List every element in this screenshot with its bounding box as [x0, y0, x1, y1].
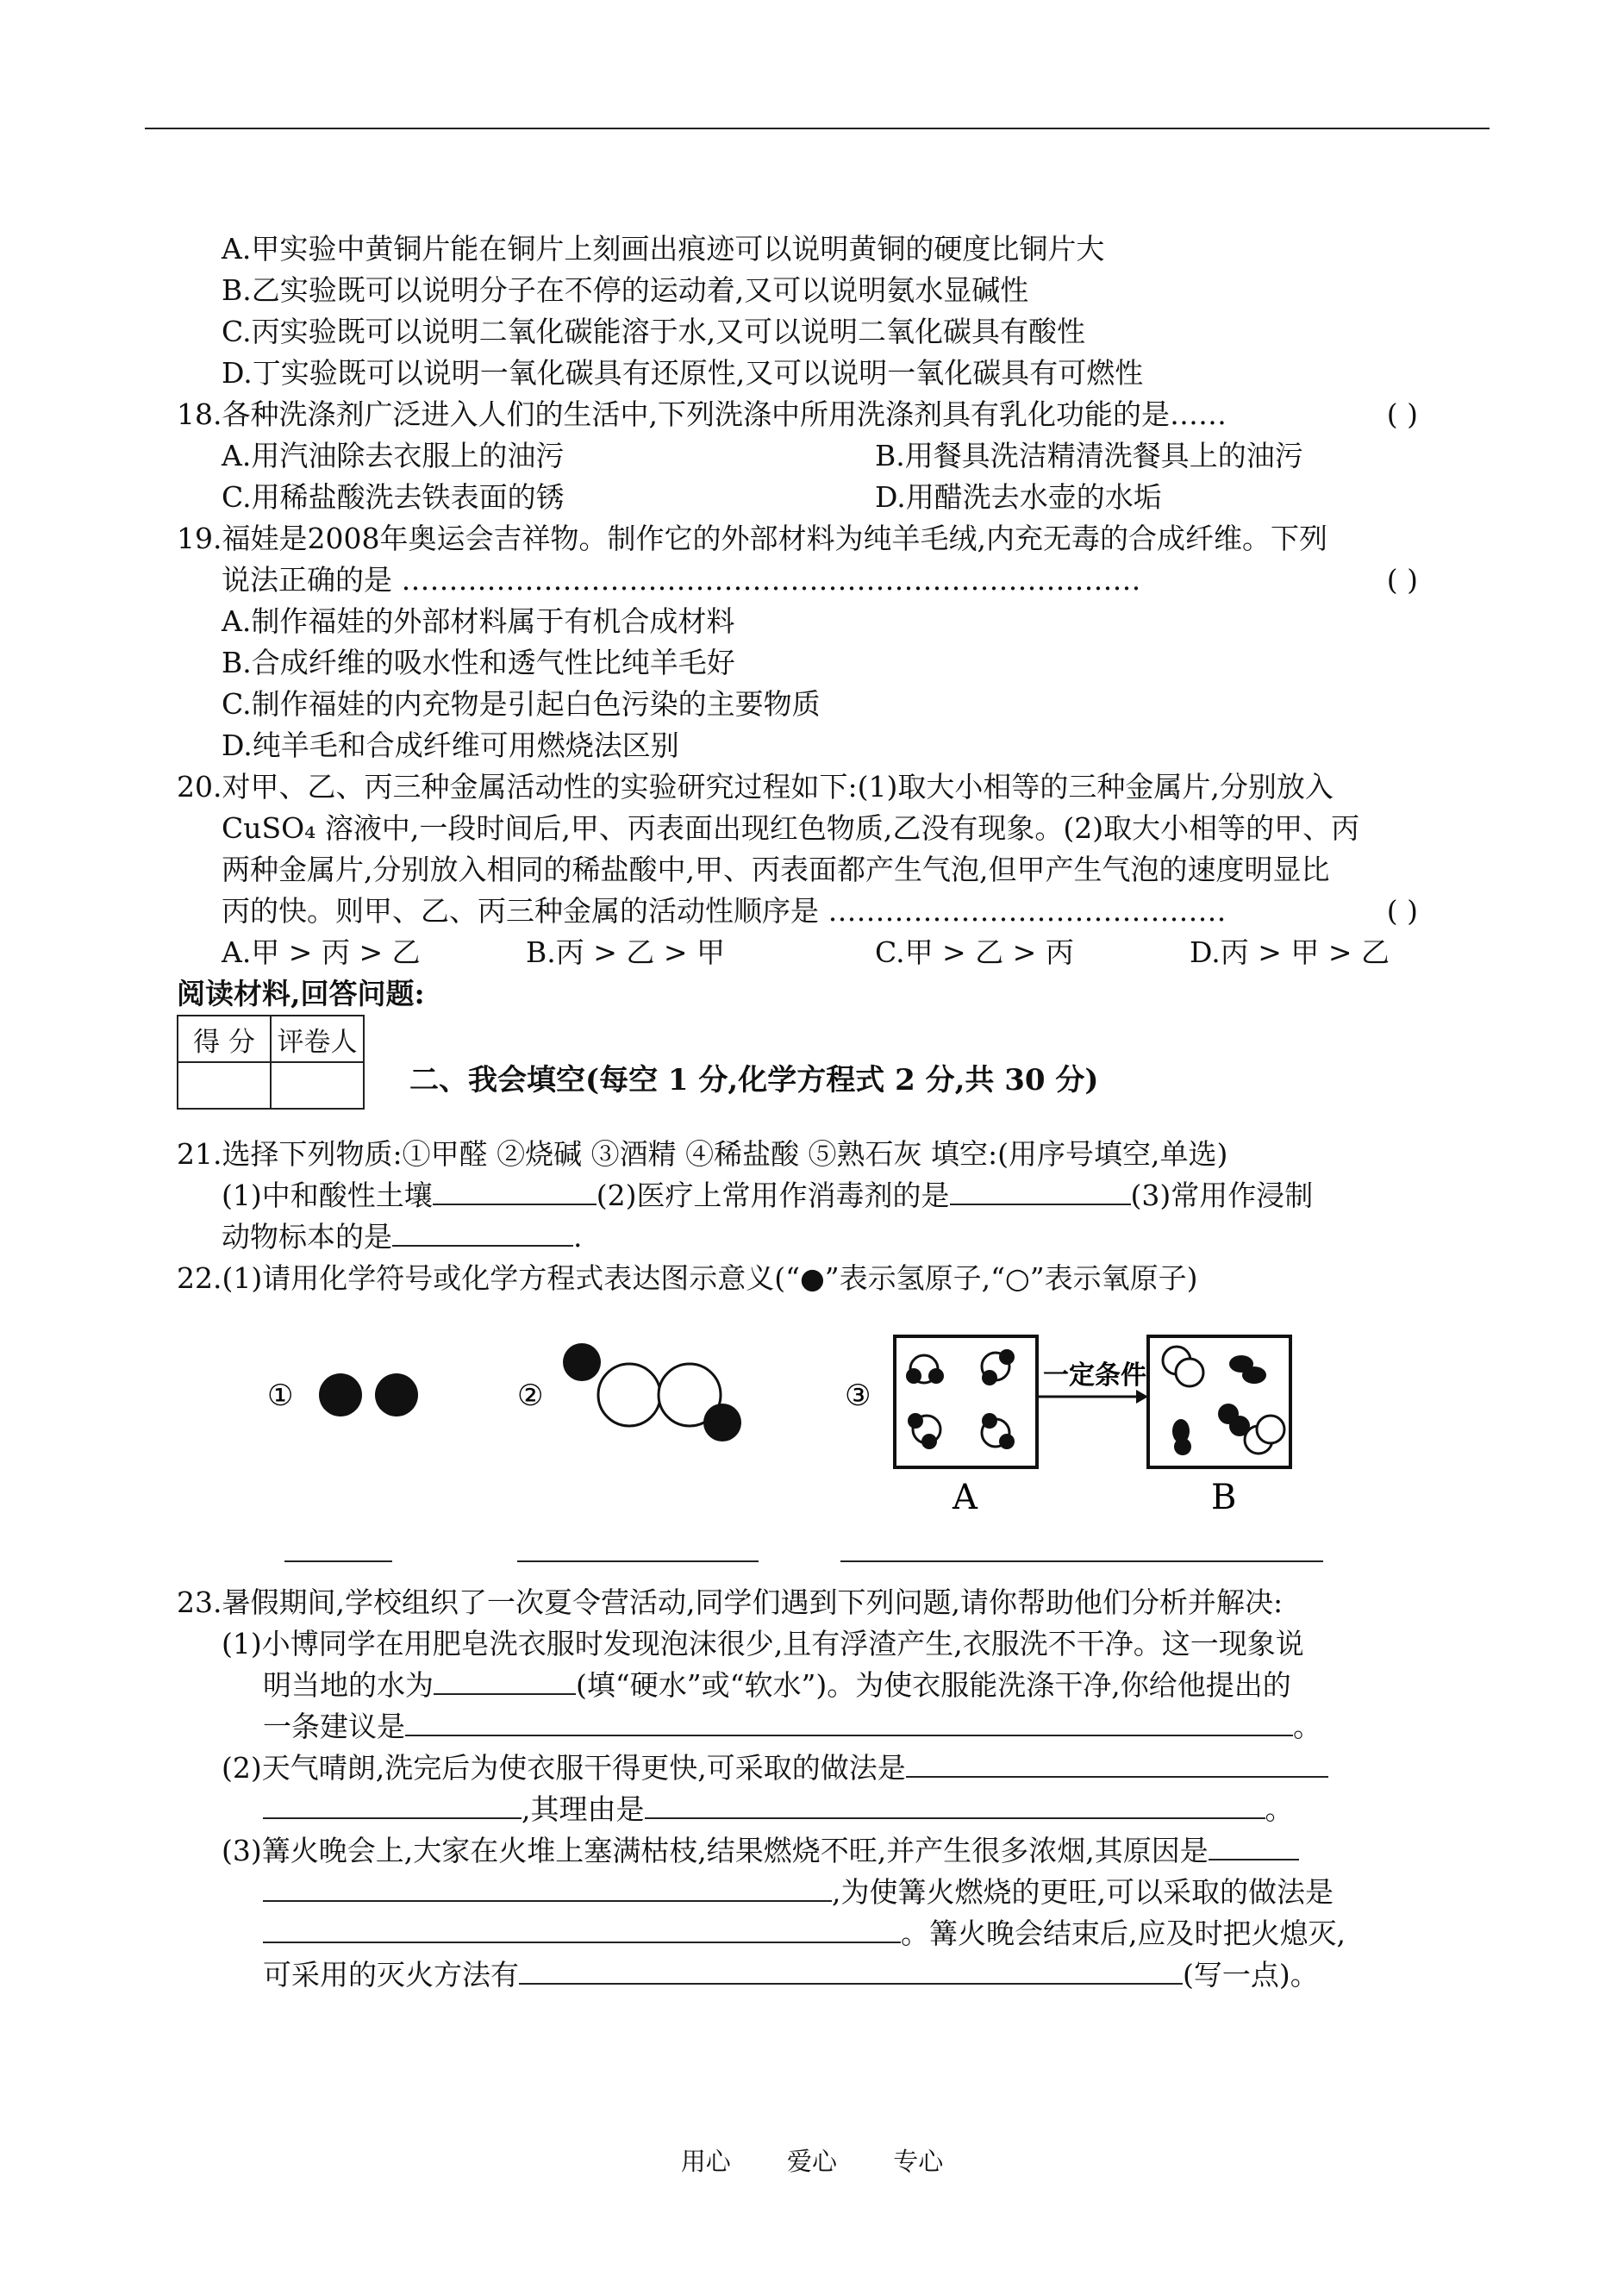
q23-p2-line1: (2)天气晴朗,洗完后为使衣服干得更快,可采取的做法是 [177, 1748, 1418, 1789]
hydrogen-atom [703, 1404, 741, 1441]
box-b-label: B [1211, 1478, 1237, 1517]
box-a-label: A [953, 1478, 978, 1517]
q23-block [177, 1582, 1418, 1996]
grader-header: 评卷人 [271, 1016, 364, 1062]
q20-stem-4: 丙的快。则甲、乙、丙三种金属的活动性顺序是 …………………………………… ( ) [177, 891, 1418, 932]
answer-blank[interactable] [434, 1667, 576, 1695]
answer-blank[interactable] [645, 1792, 1265, 1819]
q18-option-c: C.用稀盐酸洗去铁表面的锈 [222, 480, 565, 514]
fig2-label: ② [517, 1379, 544, 1413]
q23-p3-line1: (3)篝火晚会上,大家在火堆上塞满枯枝,结果燃烧不旺,并产生很多浓烟,其原因是 [177, 1830, 1418, 1872]
q21-line2: 动物标本的是 . [222, 1220, 583, 1254]
answer-blank[interactable] [1209, 1833, 1299, 1860]
q20-stem-3: 两种金属片,分别放入相同的稀盐酸中,甲、丙表面都产生气泡,但甲产生气泡的速度明显比 [222, 853, 1330, 886]
answer-blank[interactable] [405, 1709, 1293, 1736]
q17-option-c: C.丙实验既可以说明二氧化碳能溶于水,又可以说明二氧化碳具有酸性 [222, 315, 1086, 348]
answer-blank[interactable] [433, 1178, 597, 1205]
q17-option-d: D.丁实验既可以说明一氧化碳具有还原性,又可以说明一氧化碳具有可燃性 [222, 356, 1144, 390]
q23-stem: 23.暑假期间,学校组织了一次夏令营活动,同学们遇到下列问题,请你帮助他们分析并解决: [177, 1585, 1284, 1619]
exam-page [177, 228, 1418, 1015]
q18-option-b: B.用餐具洗洁精清洗餐具上的油污 [875, 439, 1303, 472]
q20-option-a: A.甲 > 丙 > 乙 [222, 935, 421, 969]
answer-paren: ( ) [1386, 563, 1418, 597]
answer-line-1[interactable] [284, 1560, 392, 1562]
q18-options-row2 [177, 477, 1418, 518]
header-rule [145, 128, 1490, 129]
q19-option-a: A.制作福娃的外部材料属于有机合成材料 [222, 604, 735, 638]
score-table [177, 1015, 365, 1110]
hydrogen-atom [563, 1343, 601, 1381]
box-a [895, 1336, 1037, 1467]
hydrogen-atom [319, 1373, 362, 1416]
box-a-molecules [906, 1349, 1015, 1449]
q19-stem: 19.福娃是2008年奥运会吉祥物。制作它的外部材料为纯羊毛绒,内充无毒的合成纤维。下列 [177, 522, 1327, 555]
grader-cell[interactable] [271, 1062, 364, 1109]
q20-option-c: C.甲 > 乙 > 丙 [875, 935, 1074, 969]
arrow-head-icon [1136, 1390, 1148, 1404]
q18-option-d: D.用醋洗去水壶的水垢 [875, 480, 1162, 514]
q20-stem-2: CuSO₄ 溶液中,一段时间后,甲、丙表面出现红色物质,乙没有现象。(2)取大小相等的甲、丙 [222, 811, 1360, 845]
answer-paren: ( ) [1386, 894, 1418, 928]
q23-p3-line3: 。篝火晚会结束后,应及时把火熄灭, [177, 1913, 1418, 1954]
footer-text-1: 用心 [680, 2147, 731, 2176]
answer-paren: ( ) [1386, 397, 1418, 431]
oxygen-atom [598, 1364, 660, 1426]
fig1-label: ① [267, 1379, 294, 1413]
q17-option-a: A.甲实验中黄铜片能在铜片上刻画出痕迹可以说明黄铜的硬度比铜片大 [222, 232, 1105, 266]
q22-figures [267, 1328, 1388, 1517]
q17-option-b: B.乙实验既可以说明分子在不停的运动着,又可以说明氨水显碱性 [222, 273, 1029, 307]
reaction-condition: 一定条件 [1043, 1360, 1146, 1391]
q22-stem: 22.(1)请用化学符号或化学方程式表达图示意义(“●”表示氢原子,“○”表示氧原子) [177, 1261, 1198, 1295]
footer-text-2: 爱心 [786, 2147, 837, 2176]
fill-section [177, 1134, 1418, 1299]
q21-line1: (1)中和酸性土壤 (2)医疗上常用作消毒剂的是 (3)常用作浸制 [222, 1179, 1314, 1212]
q23-p1-line3: 一条建议是 。 [263, 1710, 1321, 1743]
q19-option-d: D.纯羊毛和合成纤维可用燃烧法区别 [222, 729, 679, 762]
hydrogen-atom [375, 1373, 418, 1416]
q23-p1-line2: 明当地的水为 (填“硬水”或“软水”)。为使衣服能洗涤干净,你给他提出的 [263, 1668, 1291, 1702]
q20-option-b: B.丙 > 乙 > 甲 [526, 935, 725, 969]
q19-option-b: B.合成纤维的吸水性和透气性比纯羊毛好 [222, 646, 735, 679]
q23-p3-line4: 可采用的灭火方法有 (写一点)。 [263, 1958, 1319, 1992]
q20-stem: 20.对甲、乙、丙三种金属活动性的实验研究过程如下:(1)取大小相等的三种金属片,分别放入 [177, 770, 1334, 804]
q23-p1-line1: (1)小博同学在用肥皂洗衣服时发现泡沫很少,且有浮渣产生,衣服洗不干净。这一现象说 [222, 1627, 1304, 1660]
q19-option-c: C.制作福娃的内充物是引起白色污染的主要物质 [222, 687, 821, 721]
q23-p2-line2: ,其理由是 。 [177, 1789, 1418, 1830]
answer-blank[interactable] [519, 1957, 1183, 1985]
answer-blank[interactable] [950, 1178, 1131, 1205]
q20-option-d: D.丙 > 甲 > 乙 [1190, 935, 1390, 969]
section-2-title: 二、我会填空(每空 1 分,化学方程式 2 分,共 30 分) [409, 1063, 1099, 1097]
footer-text-3: 专心 [893, 2147, 944, 2176]
answer-blank[interactable] [263, 1792, 522, 1819]
q23-p3-line2: ,为使篝火燃烧的更旺,可以采取的做法是 [177, 1872, 1418, 1913]
q18-option-a: A.用汽油除去衣服上的油污 [222, 439, 565, 472]
answer-blank[interactable] [906, 1750, 1328, 1778]
answer-line-3[interactable] [840, 1560, 1323, 1562]
answer-blank[interactable] [263, 1874, 832, 1902]
fig3-label: ③ [845, 1379, 871, 1413]
q19-stem-cont: 说法正确的是 …………………………………………………………………… ( ) [177, 560, 1418, 601]
page-footer [0, 2142, 1624, 2178]
q18-options-row1 [177, 435, 1418, 477]
score-cell[interactable] [178, 1062, 271, 1109]
q21-stem: 21.选择下列物质:①甲醛 ②烧碱 ③酒精 ④稀盐酸 ⑤熟石灰 填空:(用序号填空,单选) [177, 1137, 1228, 1171]
reading-heading: 阅读材料,回答问题: [177, 977, 425, 1010]
q20-options [177, 932, 1418, 973]
answer-line-2[interactable] [517, 1560, 759, 1562]
box-b-molecules [1163, 1347, 1284, 1455]
answer-blank[interactable] [392, 1219, 573, 1247]
q18-stem: 18.各种洗涤剂广泛进入人们的生活中,下列洗涤中所用洗涤剂具有乳化功能的是…… ( ) [177, 394, 1418, 435]
answer-blank[interactable] [263, 1916, 901, 1943]
score-header: 得 分 [178, 1016, 271, 1062]
